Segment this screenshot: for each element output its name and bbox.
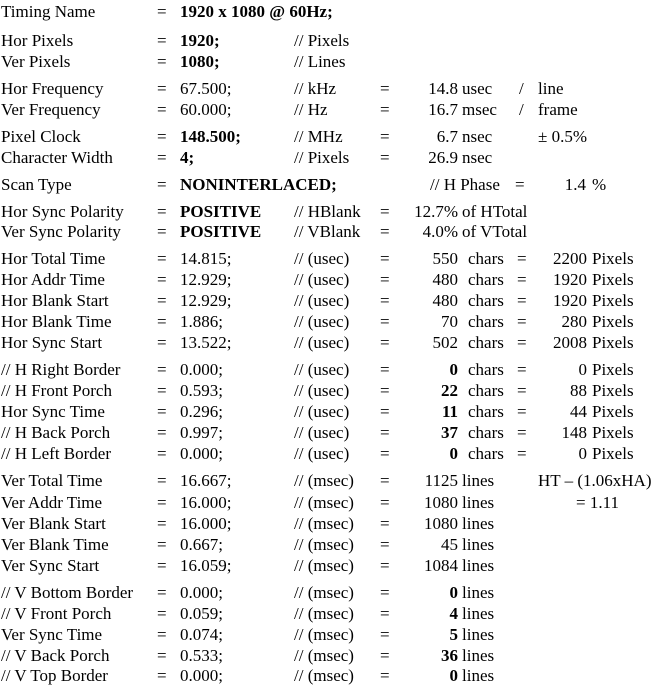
hor-timing-row	[0, 290, 671, 311]
lines-word: lines	[462, 514, 495, 533]
ver-sync-polarity-row	[0, 221, 671, 242]
equals-sign: =	[380, 625, 390, 644]
row-value: 4;	[180, 148, 195, 167]
equals-sign: =	[380, 148, 390, 167]
equals-sign: =	[380, 381, 390, 400]
row-label: Ver Frequency	[1, 100, 101, 119]
timing-name-row	[0, 1, 671, 22]
hor-border-row	[0, 380, 671, 401]
hor-timing-row	[0, 311, 671, 332]
equals-sign: =	[380, 202, 390, 221]
equals-sign: =	[157, 493, 167, 512]
equals-sign: =	[157, 333, 167, 352]
row-value: 1920;	[180, 31, 220, 50]
row-unit: // (msec)	[294, 666, 354, 685]
chars-word: chars	[468, 381, 504, 400]
row-unit: // (usec)	[294, 333, 350, 352]
equals-sign: =	[380, 291, 390, 310]
row-label: Hor Frequency	[1, 79, 104, 98]
row-unit: // (usec)	[294, 291, 350, 310]
chars-value: 11	[441, 402, 458, 421]
blank-percent: 12.7%	[414, 202, 458, 221]
equals-sign: =	[380, 360, 390, 379]
row-label: Hor Blank Time	[1, 312, 112, 331]
row-value: 1.886;	[180, 312, 223, 331]
row-value: 0.593;	[180, 381, 223, 400]
chars-value: 22	[441, 381, 458, 400]
hor-timing-row	[0, 248, 671, 269]
pixels-value: 2200	[553, 249, 587, 268]
equals-sign: =	[380, 127, 390, 146]
pixels-word: Pixels	[592, 444, 634, 463]
equals-sign: =	[380, 556, 390, 575]
ver-frequency-row	[0, 99, 671, 120]
ver-timing-row	[0, 534, 671, 555]
pixels-value: 280	[561, 312, 587, 331]
equals-sign: =	[157, 625, 167, 644]
row-label: Hor Pixels	[1, 31, 74, 50]
row-value: 16.000;	[180, 493, 232, 512]
equals-sign: =	[157, 604, 167, 623]
equals-sign: =	[380, 270, 390, 289]
row-unit: // (msec)	[294, 625, 354, 644]
pixel-clock-row	[0, 126, 671, 147]
equals-sign: =	[380, 444, 390, 463]
lines-word: lines	[462, 666, 495, 685]
row-label: Ver Blank Start	[1, 514, 106, 533]
equals-sign: =	[157, 291, 167, 310]
row-value: 16.000;	[180, 514, 232, 533]
row-value: 0.074;	[180, 625, 223, 644]
blank-of: of HTotal	[462, 202, 528, 221]
equals-sign: =	[380, 514, 390, 533]
phase-unit: %	[592, 175, 607, 194]
lines-word: lines	[462, 646, 495, 665]
lines-value: 0	[449, 666, 458, 685]
pixels-word: Pixels	[592, 249, 634, 268]
row-unit: // (msec)	[294, 583, 354, 602]
row-value: 60.000;	[180, 100, 232, 119]
equals-sign: =	[515, 175, 525, 194]
row-value: 0.296;	[180, 402, 223, 421]
chars-word: chars	[468, 333, 504, 352]
row-label: Character Width	[1, 148, 113, 167]
equals-sign: =	[517, 381, 527, 400]
pixels-word: Pixels	[592, 423, 634, 442]
equals-sign: =	[517, 270, 527, 289]
hor-sync-polarity-row	[0, 201, 671, 222]
lines-value: 1125	[424, 471, 458, 490]
equals-sign: =	[380, 471, 390, 490]
lines-value: 1080	[424, 514, 458, 533]
row-label: Hor Blank Start	[1, 291, 109, 310]
row-value: 0.667;	[180, 535, 223, 554]
equals-sign: =	[157, 646, 167, 665]
equals-sign: =	[157, 423, 167, 442]
equals-sign: =	[157, 202, 167, 221]
pixels-word: Pixels	[592, 270, 634, 289]
hor-border-row	[0, 443, 671, 464]
lines-word: lines	[462, 625, 495, 644]
hor-timing-row	[0, 332, 671, 353]
equals-sign: =	[157, 127, 167, 146]
row-label: Ver Pixels	[1, 52, 71, 71]
equals-sign: =	[380, 222, 390, 241]
phase-value: 1.4	[564, 175, 586, 194]
equals-sign: =	[157, 312, 167, 331]
row-unit: // (usec)	[294, 360, 350, 379]
row-unit: // (msec)	[294, 493, 354, 512]
pixels-word: Pixels	[592, 360, 634, 379]
row-unit: // (msec)	[294, 556, 354, 575]
equals-sign: =	[517, 444, 527, 463]
row-unit: // (usec)	[294, 249, 350, 268]
chars-value: 0	[449, 360, 458, 379]
row-label: // H Back Porch	[1, 423, 111, 442]
row-value: 0.000;	[180, 583, 223, 602]
row-label: // H Right Border	[1, 360, 121, 379]
pixels-word: Pixels	[592, 402, 634, 421]
row-label: Timing Name	[1, 2, 96, 21]
lines-value: 5	[449, 625, 458, 644]
hor-border-row	[0, 422, 671, 443]
pixels-word: Pixels	[592, 291, 634, 310]
row-label: // V Front Porch	[1, 604, 112, 623]
ht-note-result: = 1.11	[576, 493, 619, 512]
hor-border-row	[0, 401, 671, 422]
row-value: 0.533;	[180, 646, 223, 665]
lines-value: 4	[449, 604, 458, 623]
row-label: // H Left Border	[1, 444, 111, 463]
row-label: Hor Sync Polarity	[1, 202, 124, 221]
row-label: Ver Sync Polarity	[1, 222, 121, 241]
chars-value: 550	[432, 249, 458, 268]
equals-sign: =	[157, 100, 167, 119]
period-unit: usec	[462, 79, 493, 98]
lines-word: lines	[462, 604, 495, 623]
ver-timing-row	[0, 555, 671, 576]
chars-word: chars	[468, 249, 504, 268]
chars-value: 37	[441, 423, 458, 442]
row-unit: // (usec)	[294, 381, 350, 400]
equals-sign: =	[157, 270, 167, 289]
lines-value: 0	[449, 583, 458, 602]
row-unit: // (msec)	[294, 604, 354, 623]
row-unit: // (msec)	[294, 646, 354, 665]
scan-type-row	[0, 174, 671, 195]
ver-border-row	[0, 582, 671, 603]
row-value: 16.667;	[180, 471, 232, 490]
equals-sign: =	[380, 583, 390, 602]
row-value: 12.929;	[180, 270, 232, 289]
tolerance: ± 0.5%	[538, 127, 587, 146]
ht-note: HT – (1.06xHA)	[538, 471, 652, 490]
equals-sign: =	[157, 222, 167, 241]
lines-value: 36	[441, 646, 458, 665]
row-label: Ver Addr Time	[1, 493, 103, 512]
equals-sign: =	[157, 52, 167, 71]
equals-sign: =	[157, 583, 167, 602]
period-value: 6.7	[436, 127, 458, 146]
chars-value: 0	[449, 444, 458, 463]
equals-sign: =	[380, 666, 390, 685]
ver-pixels-row	[0, 51, 671, 72]
pixels-value: 0	[578, 360, 587, 379]
row-unit: // (usec)	[294, 423, 350, 442]
equals-sign: =	[380, 249, 390, 268]
lines-word: lines	[462, 471, 495, 490]
row-value: 0.997;	[180, 423, 223, 442]
row-unit: // (msec)	[294, 514, 354, 533]
pixels-value: 0	[578, 444, 587, 463]
row-unit: // Pixels	[294, 148, 350, 167]
equals-sign: =	[517, 291, 527, 310]
row-unit: // (usec)	[294, 444, 350, 463]
chars-word: chars	[468, 444, 504, 463]
row-unit: // (msec)	[294, 535, 354, 554]
pixels-value: 148	[561, 423, 587, 442]
equals-sign: =	[157, 360, 167, 379]
equals-sign: =	[380, 333, 390, 352]
row-label: Hor Sync Time	[1, 402, 105, 421]
equals-sign: =	[157, 535, 167, 554]
row-value: 13.522;	[180, 333, 232, 352]
equals-sign: =	[517, 249, 527, 268]
row-value: NONINTERLACED;	[180, 175, 337, 194]
equals-sign: =	[380, 402, 390, 421]
row-value: 0.059;	[180, 604, 223, 623]
chars-word: chars	[468, 360, 504, 379]
row-value: POSITIVE	[180, 222, 262, 241]
row-label: Pixel Clock	[1, 127, 81, 146]
lines-word: lines	[462, 556, 495, 575]
equals-sign: =	[517, 423, 527, 442]
row-label: // V Top Border	[1, 666, 108, 685]
hor-border-row	[0, 359, 671, 380]
slash: /	[519, 79, 524, 98]
ver-timing-row	[0, 470, 671, 491]
equals-sign: =	[380, 604, 390, 623]
row-label: Hor Total Time	[1, 249, 106, 268]
chars-value: 480	[432, 270, 458, 289]
pixels-value: 1920	[553, 270, 587, 289]
pixels-value: 2008	[553, 333, 587, 352]
equals-sign: =	[380, 535, 390, 554]
blank-of: of VTotal	[462, 222, 528, 241]
blank-percent: 4.0%	[422, 222, 458, 241]
chars-word: chars	[468, 402, 504, 421]
pixels-word: Pixels	[592, 312, 634, 331]
ver-border-row	[0, 665, 671, 686]
equals-sign: =	[157, 666, 167, 685]
period-value: 16.7	[428, 100, 458, 119]
row-value: 0.000;	[180, 360, 223, 379]
ver-timing-row	[0, 513, 671, 534]
row-value: 14.815;	[180, 249, 232, 268]
row-value: 67.500;	[180, 79, 232, 98]
row-label: Ver Sync Time	[1, 625, 103, 644]
lines-word: lines	[462, 583, 495, 602]
equals-sign: =	[157, 249, 167, 268]
ver-border-row	[0, 603, 671, 624]
lines-word: lines	[462, 493, 495, 512]
row-unit: // Lines	[294, 52, 346, 71]
pixels-value: 44	[570, 402, 587, 421]
equals-sign: =	[157, 444, 167, 463]
timing-name-value: 1920 x 1080 @ 60Hz;	[180, 2, 333, 21]
row-value: POSITIVE	[180, 202, 262, 221]
equals-sign: =	[517, 312, 527, 331]
row-label: // V Bottom Border	[1, 583, 134, 602]
row-value: 0.000;	[180, 444, 223, 463]
row-label: Hor Addr Time	[1, 270, 105, 289]
hor-frequency-row	[0, 78, 671, 99]
pixels-value: 1920	[553, 291, 587, 310]
equals-sign: =	[157, 471, 167, 490]
period-value: 14.8	[428, 79, 458, 98]
equals-sign: =	[157, 79, 167, 98]
period-unit: msec	[462, 100, 497, 119]
chars-word: chars	[468, 312, 504, 331]
equals-sign: =	[517, 402, 527, 421]
row-unit: // (usec)	[294, 270, 350, 289]
row-unit: // (usec)	[294, 312, 350, 331]
row-label: Hor Sync Start	[1, 333, 103, 352]
pixels-value: 88	[570, 381, 587, 400]
row-label: Ver Blank Time	[1, 535, 109, 554]
lines-value: 1080	[424, 493, 458, 512]
chars-word: chars	[468, 291, 504, 310]
slash: /	[519, 100, 524, 119]
equals-sign: =	[517, 333, 527, 352]
row-value: 12.929;	[180, 291, 232, 310]
row-value: 0.000;	[180, 666, 223, 685]
equals-sign: =	[517, 360, 527, 379]
equals-sign: =	[157, 514, 167, 533]
row-label: Ver Sync Start	[1, 556, 100, 575]
row-label: Scan Type	[1, 175, 72, 194]
row-unit: // kHz	[294, 79, 337, 98]
equals-sign: =	[380, 493, 390, 512]
lines-value: 1084	[424, 556, 458, 575]
hor-timing-row	[0, 269, 671, 290]
row-unit: // (usec)	[294, 402, 350, 421]
equals-sign: =	[157, 381, 167, 400]
equals-sign: =	[380, 646, 390, 665]
chars-word: chars	[468, 270, 504, 289]
row-label: // H Front Porch	[1, 381, 112, 400]
lines-word: lines	[462, 535, 495, 554]
ver-timing-row	[0, 492, 671, 513]
period-unit: nsec	[462, 127, 493, 146]
equals-sign: =	[380, 79, 390, 98]
hor-pixels-row	[0, 30, 671, 51]
equals-sign: =	[380, 423, 390, 442]
ver-border-row	[0, 624, 671, 645]
row-unit: // MHz	[294, 127, 343, 146]
row-label: Ver Total Time	[1, 471, 103, 490]
period-per: frame	[538, 100, 578, 119]
row-value: 148.500;	[180, 127, 241, 146]
phase-label: // H Phase	[430, 175, 500, 194]
equals-sign: =	[157, 402, 167, 421]
row-unit: // Hz	[294, 100, 328, 119]
ver-border-row	[0, 645, 671, 666]
character-width-row	[0, 147, 671, 168]
equals-sign: =	[157, 148, 167, 167]
pixels-word: Pixels	[592, 381, 634, 400]
equals-sign: =	[157, 556, 167, 575]
lines-value: 45	[441, 535, 458, 554]
pixels-word: Pixels	[592, 333, 634, 352]
row-label: // V Back Porch	[1, 646, 110, 665]
equals-sign: =	[157, 2, 167, 21]
period-value: 26.9	[428, 148, 458, 167]
equals-sign: =	[380, 312, 390, 331]
row-unit: // Pixels	[294, 31, 350, 50]
chars-value: 502	[432, 333, 458, 352]
row-unit: // VBlank	[294, 222, 361, 241]
equals-sign: =	[380, 100, 390, 119]
chars-value: 480	[432, 291, 458, 310]
row-value: 16.059;	[180, 556, 232, 575]
row-value: 1080;	[180, 52, 220, 71]
period-unit: nsec	[462, 148, 493, 167]
row-unit: // HBlank	[294, 202, 361, 221]
equals-sign: =	[157, 31, 167, 50]
period-per: line	[538, 79, 564, 98]
chars-value: 70	[441, 312, 458, 331]
chars-word: chars	[468, 423, 504, 442]
row-unit: // (msec)	[294, 471, 354, 490]
equals-sign: =	[157, 175, 167, 194]
